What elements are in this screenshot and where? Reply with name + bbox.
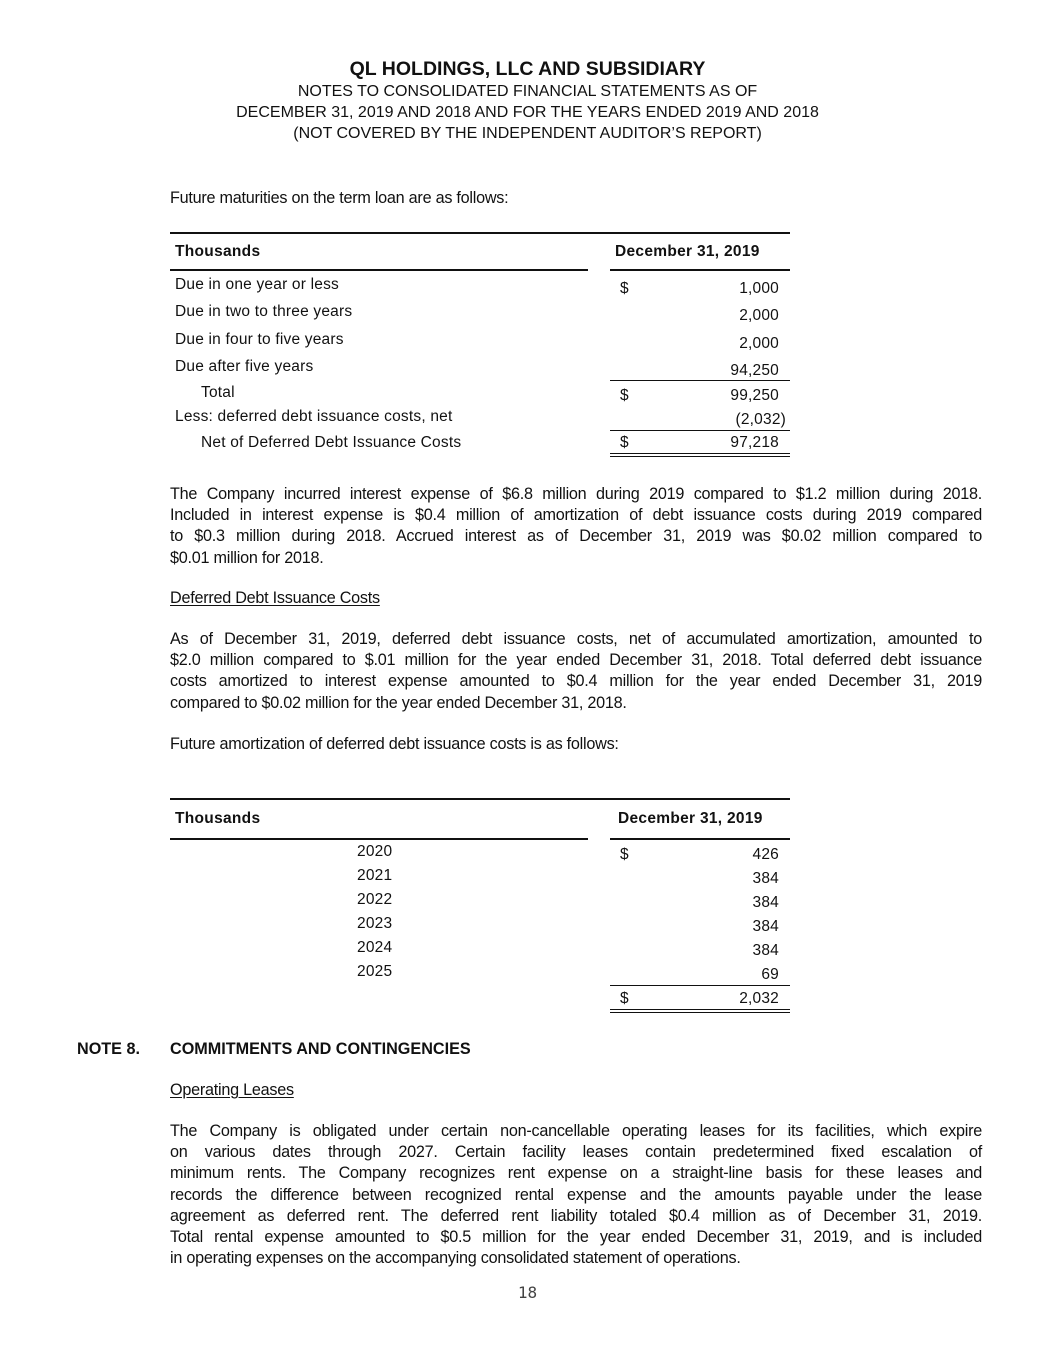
header-line-1: NOTES TO CONSOLIDATED FINANCIAL STATEMENTS AS OF	[297, 83, 758, 100]
table-header-rule-left	[170, 269, 588, 271]
dollar-sign: $	[620, 280, 629, 297]
table-header-rule-left	[170, 838, 588, 840]
table-row-label: Due in one year or less	[175, 276, 339, 293]
table-row-label: Due after five years	[175, 358, 314, 375]
subtotal-rule	[610, 430, 790, 431]
dollar-sign: $	[620, 387, 629, 404]
table-row-value: (2,032)	[735, 411, 786, 428]
table-row-value: 94,250	[730, 362, 779, 379]
year-label: 2020	[357, 843, 393, 860]
paragraph-line: $2.0 million compared to $.01 million for the year ended December 31, 2018. Total deferred debt issuance	[170, 651, 982, 670]
paragraph-line: agreement as deferred rent. The deferred rent liability totaled $0.4 million as of December 31, 2019.	[170, 1206, 982, 1225]
page-number: 18	[517, 1283, 538, 1302]
maturities-col-date: December 31, 2019	[615, 243, 760, 260]
deferred-costs-heading: Deferred Debt Issuance Costs	[170, 589, 380, 607]
total-value: 2,032	[739, 990, 779, 1007]
note-number: NOTE 8.	[77, 1040, 140, 1058]
paragraph-line: Included in interest expense is $0.4 million of amortization of debt issuance costs during 2019 compared	[170, 506, 982, 525]
table-row-value: 426	[752, 846, 779, 863]
subtotal-rule	[610, 380, 790, 381]
paragraph-line: The Company is obligated under certain non-cancellable operating leases for its facilities, which expire	[170, 1122, 982, 1140]
table-top-rule	[170, 232, 790, 234]
year-label: 2022	[357, 891, 393, 908]
double-rule-bottom	[610, 456, 790, 457]
table-row-label: Less: deferred debt issuance costs, net	[175, 408, 453, 425]
note-title: COMMITMENTS AND CONTINGENCIES	[170, 1040, 471, 1058]
double-rule-bottom	[610, 1012, 790, 1013]
paragraph-line: $0.01 million for 2018.	[170, 548, 324, 567]
table-top-rule	[170, 798, 790, 800]
paragraph-line: The Company incurred interest expense of $6.8 million during 2019 compared to $1.2 million during 2018.	[170, 485, 982, 503]
interest-paragraph	[170, 484, 982, 569]
deferred-costs-paragraph	[170, 629, 982, 714]
dollar-sign: $	[620, 846, 629, 863]
table-row-label: Due in four to five years	[175, 331, 344, 348]
paragraph-line: As of December 31, 2019, deferred debt issuance costs, net of accumulated amortization, amounted to	[170, 630, 982, 648]
double-rule-top	[610, 1009, 790, 1010]
year-label: 2025	[357, 963, 393, 980]
table-row-value: 384	[752, 942, 779, 959]
operating-leases-paragraph	[170, 1121, 982, 1269]
amortization-intro: Future amortization of deferred debt issuance costs is as follows:	[170, 735, 619, 753]
paragraph-line: compared to $0.02 million for the year ended December 31, 2018.	[170, 693, 627, 712]
paragraph-line: to $0.3 million during 2018. Accrued interest as of December 31, 2019 was $0.02 million compared to	[170, 527, 982, 546]
header-line-2: DECEMBER 31, 2019 AND 2018 AND FOR THE YEARS ENDED 2019 AND 2018	[236, 104, 819, 121]
table-row-value: 2,000	[739, 335, 779, 352]
paragraph-line: Total rental expense amounted to $0.5 million for the year ended December 31, 2019, and is included	[170, 1228, 982, 1247]
table-header-rule-right	[610, 269, 790, 271]
maturities-col-label: Thousands	[175, 243, 261, 260]
double-rule-top	[610, 453, 790, 454]
amortization-col-label: Thousands	[175, 810, 261, 827]
table-row-value: 99,250	[730, 387, 779, 404]
year-label: 2024	[357, 939, 393, 956]
table-header-rule-right	[610, 838, 790, 840]
table-row-value: 384	[752, 870, 779, 887]
table-row-value: 384	[752, 894, 779, 911]
table-row-value: 384	[752, 918, 779, 935]
header-line-3: (NOT COVERED BY THE INDEPENDENT AUDITOR’S REPORT)	[293, 125, 762, 142]
paragraph-line: minimum rents. The Company recognizes rent expense on a straight-line basis for these leases and	[170, 1164, 982, 1183]
year-label: 2021	[357, 867, 393, 884]
amortization-col-date: December 31, 2019	[618, 810, 763, 827]
table-row-value: 1,000	[739, 280, 779, 297]
table-row-value: 2,000	[739, 307, 779, 324]
paragraph-line: costs amortized to interest expense amounted to $0.4 million for the year ended December 31, 2019	[170, 672, 982, 691]
table-row-value: 69	[761, 966, 779, 983]
subtotal-rule	[610, 985, 790, 986]
table-row-label: Total	[201, 384, 235, 401]
maturities-intro: Future maturities on the term loan are as follows:	[170, 189, 509, 207]
table-row-label: Net of Deferred Debt Issuance Costs	[201, 434, 462, 451]
paragraph-line: on various dates through 2027. Certain facility leases contain predetermined fixed escalation of	[170, 1143, 982, 1162]
table-row-value: 97,218	[730, 434, 779, 451]
company-title: QL HOLDINGS, LLC AND SUBSIDIARY	[349, 58, 706, 80]
operating-leases-heading: Operating Leases	[170, 1081, 294, 1099]
dollar-sign: $	[620, 990, 629, 1007]
dollar-sign: $	[620, 434, 629, 451]
paragraph-line: in operating expenses on the accompanying consolidated statement of operations.	[170, 1249, 741, 1268]
table-row-label: Due in two to three years	[175, 303, 353, 320]
paragraph-line: records the difference between recognized rental expense and the amounts payable under the lease	[170, 1185, 982, 1204]
year-label: 2023	[357, 915, 393, 932]
